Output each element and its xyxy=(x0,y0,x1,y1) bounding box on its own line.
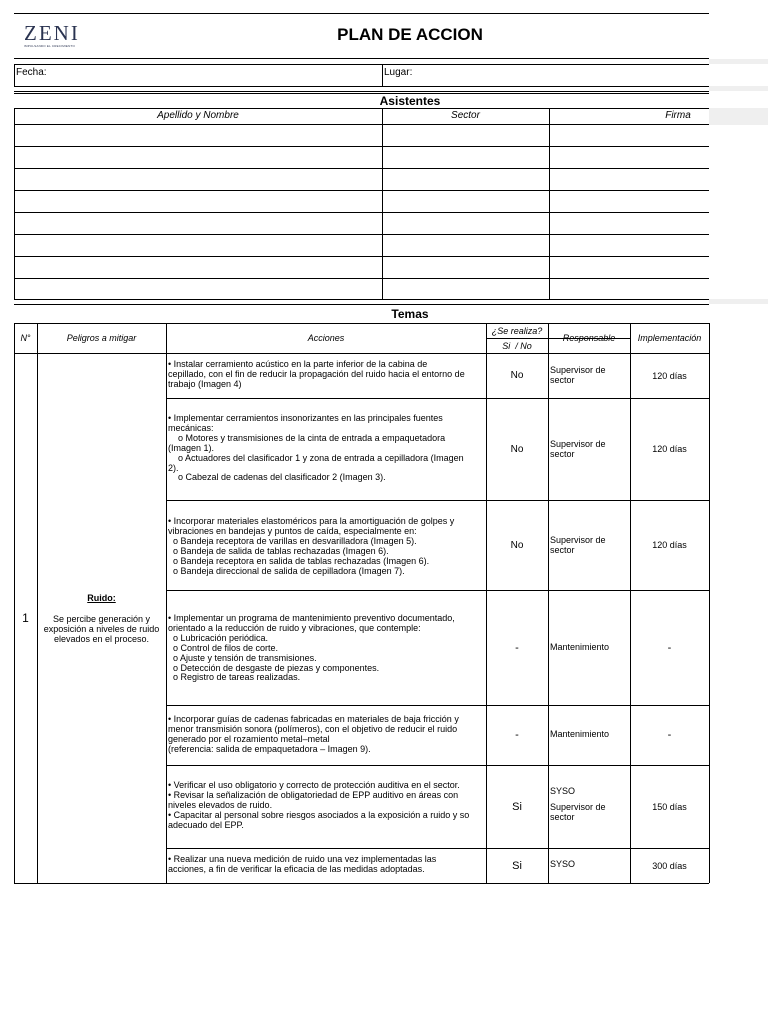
hazard-description: Se percibe generación y exposición a niveles de ruido elevados en el proceso. xyxy=(43,614,160,644)
col-se-realiza: ¿Se realiza? xyxy=(491,325,543,336)
si-no-4: - xyxy=(515,641,519,654)
implementacion-4: - xyxy=(667,641,672,654)
action-3: • Incorporar materiales elastoméricos para la amortiguación de golpes y vibraciones en bandejas y puntos de caída, especialmente en: o Bandeja receptora de varillas en desvarilladora (Imagen 5). o Bandeja de salida de tablas rechazadas (Imagen 6). o Bandeja receptora en salida de tablas rechazadas (Imagen 6). o Bandeja direccional de salida de cepilladora (Imagen 7). xyxy=(168,516,455,576)
logo-subtext: IMPULSANDO EL CRECIMIENTO xyxy=(24,44,76,48)
fecha-label: Fecha: xyxy=(16,67,47,78)
responsable-7: SYSO xyxy=(550,859,576,869)
col-responsable: Responsable xyxy=(562,333,616,343)
si-no-5: - xyxy=(515,729,519,741)
responsable-4: Mantenimiento xyxy=(550,642,610,652)
col-num: N° xyxy=(20,333,31,343)
action-2: • Implementar cerramientos insonorizantes en las principales fuentes mecánicas: o Motores y transmisiones de la cinta de entrada a empaquetadora (Imagen 1). o Actuadores del clasificador 1 y zona de entrada a cepilladora (Imagen 2). o Cabezal de cadenas del clasificador 2 (Imagen 3). xyxy=(168,413,464,483)
logo-text: ZENI xyxy=(24,21,80,45)
responsable-5: Mantenimiento xyxy=(550,729,610,739)
si-no-6: Si xyxy=(512,800,522,813)
asistentes-title: Asistentes xyxy=(379,94,441,108)
action-4: • Implementar un programa de mantenimiento preventivo documentado, orientado a la reducción de ruido y vibraciones, que contemple: o Lubricación periódica. o Control de filos de corte. o Ajuste y tensión de transmisiones. o Detección de desgaste de piezas y componentes. o Registro de tareas realizadas. xyxy=(168,613,455,683)
lugar-label: Lugar: xyxy=(384,67,413,78)
action-6: • Verificar el uso obligatorio y correcto de protección auditiva en el sector. • Revisar la señalización de obligatoriedad de EPP auditivo en áreas con niveles elevados de ruido. • Capacitar al personal sobre riesgos asociados a la exposición a ruido y so adecuado del EPP. xyxy=(168,780,470,830)
si-no-3: No xyxy=(510,539,524,551)
action-7: • Realizar una nueva medición de ruido una vez implementadas las acciones, a fin de verificar la eficacia de las medidas adoptadas. xyxy=(168,854,437,874)
temas-title: Temas xyxy=(391,307,429,321)
col-firma: Firma xyxy=(665,110,691,121)
implementacion-2: 120 días xyxy=(652,444,687,454)
action-1: • Instalar cerramiento acústico en la parte inferior de la cabina de cepillado, con el fin de reducir la propagación del ruido hacia el entorno de trabajo (Imagen 4) xyxy=(168,359,465,389)
col-implementacion: Implementación xyxy=(637,333,702,343)
implementacion-5: - xyxy=(667,729,672,741)
row-number: 1 xyxy=(22,611,29,625)
si-no-2: No xyxy=(510,443,524,455)
responsable-1: Supervisor de sector xyxy=(550,365,606,385)
implementacion-1: 120 días xyxy=(652,370,687,381)
col-sector: Sector xyxy=(451,110,480,121)
company-logo xyxy=(24,22,86,52)
col-apellido-nombre: Apellido y Nombre xyxy=(157,110,239,121)
hazard-title: Ruido: xyxy=(87,593,116,603)
implementacion-3: 120 días xyxy=(652,540,687,550)
si-no-1: No xyxy=(510,370,524,381)
action-5: • Incorporar guías de cadenas fabricadas en materiales de baja fricción y menor transmisión sonora (polímeros), con el objetivo de reducir el ruido generado por el rozamiento metal–metal (referencia: salida de empaquetadora – Imagen 9). xyxy=(168,714,459,754)
page-title: PLAN DE ACCION xyxy=(337,25,483,44)
responsable-6: SYSO Supervisor de sector xyxy=(550,786,606,822)
col-si-no: Si / No xyxy=(502,340,532,351)
col-acciones: Acciones xyxy=(307,333,345,343)
responsable-3: Supervisor de sector xyxy=(550,535,606,555)
implementacion-6: 150 días xyxy=(652,801,687,812)
col-peligros: Peligros a mitigar xyxy=(66,333,137,343)
implementacion-7: 300 días xyxy=(652,860,687,871)
si-no-7: Si xyxy=(512,859,522,872)
responsable-2: Supervisor de sector xyxy=(550,439,606,459)
